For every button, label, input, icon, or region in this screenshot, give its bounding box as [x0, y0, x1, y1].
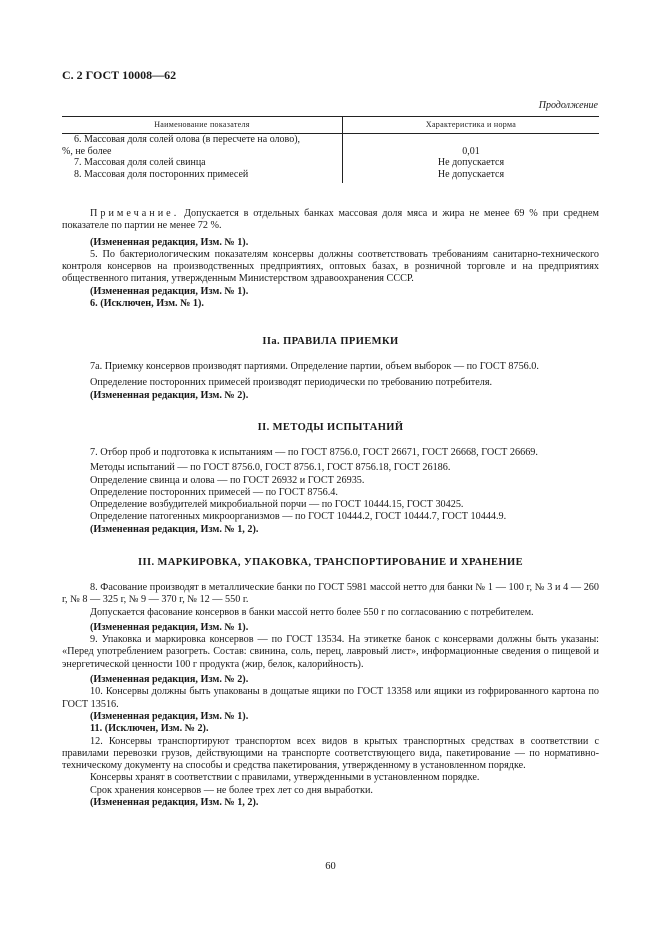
- paragraph-12-shelf-life: Срок хранения консервов — не более трех лет со дня выработки.: [90, 784, 373, 796]
- indicators-table: [62, 116, 599, 183]
- paragraph-9: 9. Упаковка и маркировка консервов — по ГОСТ 13534. На этикетке банок с консервами должны быть указаны: «Перед употреблением разогреть. Состав: свинина, соль, перец, лавровый лист», информационные сведения о пищевой и энергетической ценности 100 г продукта (жир, белок, калорийность).: [62, 634, 599, 670]
- row-6-name-line1: 6. Массовая доля солей олова (в пересчете на олово),: [74, 134, 301, 145]
- paragraph-11: 11. (Исключен, Изм. № 2).: [90, 723, 209, 735]
- note-text: Допускается в отдельных банках массовая доля мяса и жира не менее 69 % при среднем показателе по партии не менее 72 %.: [62, 208, 599, 232]
- paragraph-12-storage: Консервы хранят в соответствии с правилами, утвержденными в установленном порядке.: [90, 772, 480, 784]
- row-8-value: Не допускается: [437, 168, 505, 180]
- section-title-methods: II. МЕТОДЫ ИСПЫТАНИЙ: [257, 422, 404, 433]
- table-row: [62, 157, 599, 169]
- edit-note: (Измененная редакция, Изм. № 1).: [90, 710, 249, 722]
- text-block-acceptance: [62, 361, 599, 402]
- method-line: Определение посторонних примесей — по ГОСТ 8756.4.: [90, 486, 338, 498]
- column-header-indicator: Наименование показателя: [62, 117, 343, 134]
- paragraph-10: 10. Консервы должны быть упакованы в дощатые ящики по ГОСТ 13358 или ящики из гофрированного картона по ГОСТ 13516.: [62, 686, 599, 710]
- paragraph-5: 5. По бактериологическим показателям консервы должны соответствовать требованиям санитарно-технического контроля консервов на производственных предприятиях, оптовых базах, в розничной торговле и на предприятиях общественного питания, утвержденным Министерством здравоохранения СССР.: [62, 248, 599, 285]
- column-header-norm: Характеристика и норма: [343, 117, 600, 134]
- row-8-name: 8. Массовая доля посторонних примесей: [62, 169, 343, 184]
- method-line: Определение возбудителей микробиальной порчи — по ГОСТ 10444.15, ГОСТ 30425.: [90, 499, 464, 511]
- edit-note: (Измененная редакция, Изм. № 1, 2).: [90, 797, 259, 809]
- table-header-row: [62, 117, 599, 134]
- text-block-requirements: [62, 208, 599, 310]
- edit-note: (Измененная редакция, Изм. № 1).: [90, 285, 249, 297]
- note-label: Примечание.: [90, 208, 180, 219]
- row-7-value: Не допускается: [437, 157, 505, 168]
- method-line: Определение патогенных микроорганизмов — по ГОСТ 10444.2, ГОСТ 10444.7, ГОСТ 10444.9.: [90, 511, 507, 523]
- section-title-marking: III. МАРКИРОВКА, УПАКОВКА, ТРАНСПОРТИРОВАНИЕ И ХРАНЕНИЕ: [138, 557, 523, 568]
- document-header: С. 2 ГОСТ 10008—62: [62, 68, 177, 82]
- edit-note: (Измененная редакция, Изм. № 2).: [90, 389, 249, 401]
- table-row: [62, 134, 599, 158]
- note-paragraph: [62, 208, 599, 233]
- method-line: Методы испытаний — по ГОСТ 8756.0, ГОСТ 8756.1, ГОСТ 8756.18, ГОСТ 26186.: [90, 462, 451, 474]
- row-6-name-line2: %, не более: [62, 145, 112, 157]
- edit-note: (Измененная редакция, Изм. № 1, 2).: [90, 523, 259, 535]
- row-7-name: 7. Массовая доля солей свинца: [62, 157, 343, 169]
- paragraph-foreign-matter: Определение посторонних примесей производят периодически по требованию потребителя.: [90, 377, 493, 389]
- continuation-label: Продолжение: [538, 100, 598, 111]
- table-row: [62, 169, 599, 184]
- row-6-value: 0,01: [462, 145, 480, 157]
- section-title-acceptance: IIа. ПРАВИЛА ПРИЕМКИ: [262, 336, 399, 347]
- text-block-methods: [62, 447, 599, 536]
- edit-note: (Измененная редакция, Изм. № 1).: [90, 236, 249, 248]
- paragraph-12: 12. Консервы транспортируют транспортом всех видов в крытых транспортных средствах в соответствии с правилами перевозки грузов, действующими на транспорте соответствующего вида, пакетирование — по нормативно-техническому документу на способы и средства пакетирования, утвержденному в установленном порядке.: [62, 735, 599, 772]
- paragraph-7: 7. Отбор проб и подготовка к испытаниям — по ГОСТ 8756.0, ГОСТ 26671, ГОСТ 26668, ГОСТ 26669.: [90, 447, 538, 458]
- text-block-marking: [62, 582, 599, 809]
- method-line: Определение свинца и олова — по ГОСТ 26932 и ГОСТ 26935.: [90, 474, 365, 486]
- table-cell-name: [62, 134, 343, 158]
- paragraph-8-note: Допускается фасование консервов в банки массой нетто более 550 г по согласованию с потребителем.: [90, 606, 534, 618]
- edit-note: (Измененная редакция, Изм. № 1).: [90, 621, 249, 633]
- edit-note: (Измененная редакция, Изм. № 2).: [90, 674, 249, 686]
- paragraph-6: 6. (Исключен, Изм. № 1).: [90, 298, 204, 310]
- page-number: 60: [325, 861, 336, 872]
- paragraph-8: 8. Фасование производят в металлические банки по ГОСТ 5981 массой нетто для банки № 1 — 100 г, № 3 и 4 — 260 г, № 8 — 325 г, № 9 — 370 г, № 12 — 550 г.: [62, 582, 599, 606]
- paragraph-7a: 7а. Приемку консервов производят партиями. Определение партии, объем выборок — по ГОСТ 8756.0.: [90, 361, 539, 372]
